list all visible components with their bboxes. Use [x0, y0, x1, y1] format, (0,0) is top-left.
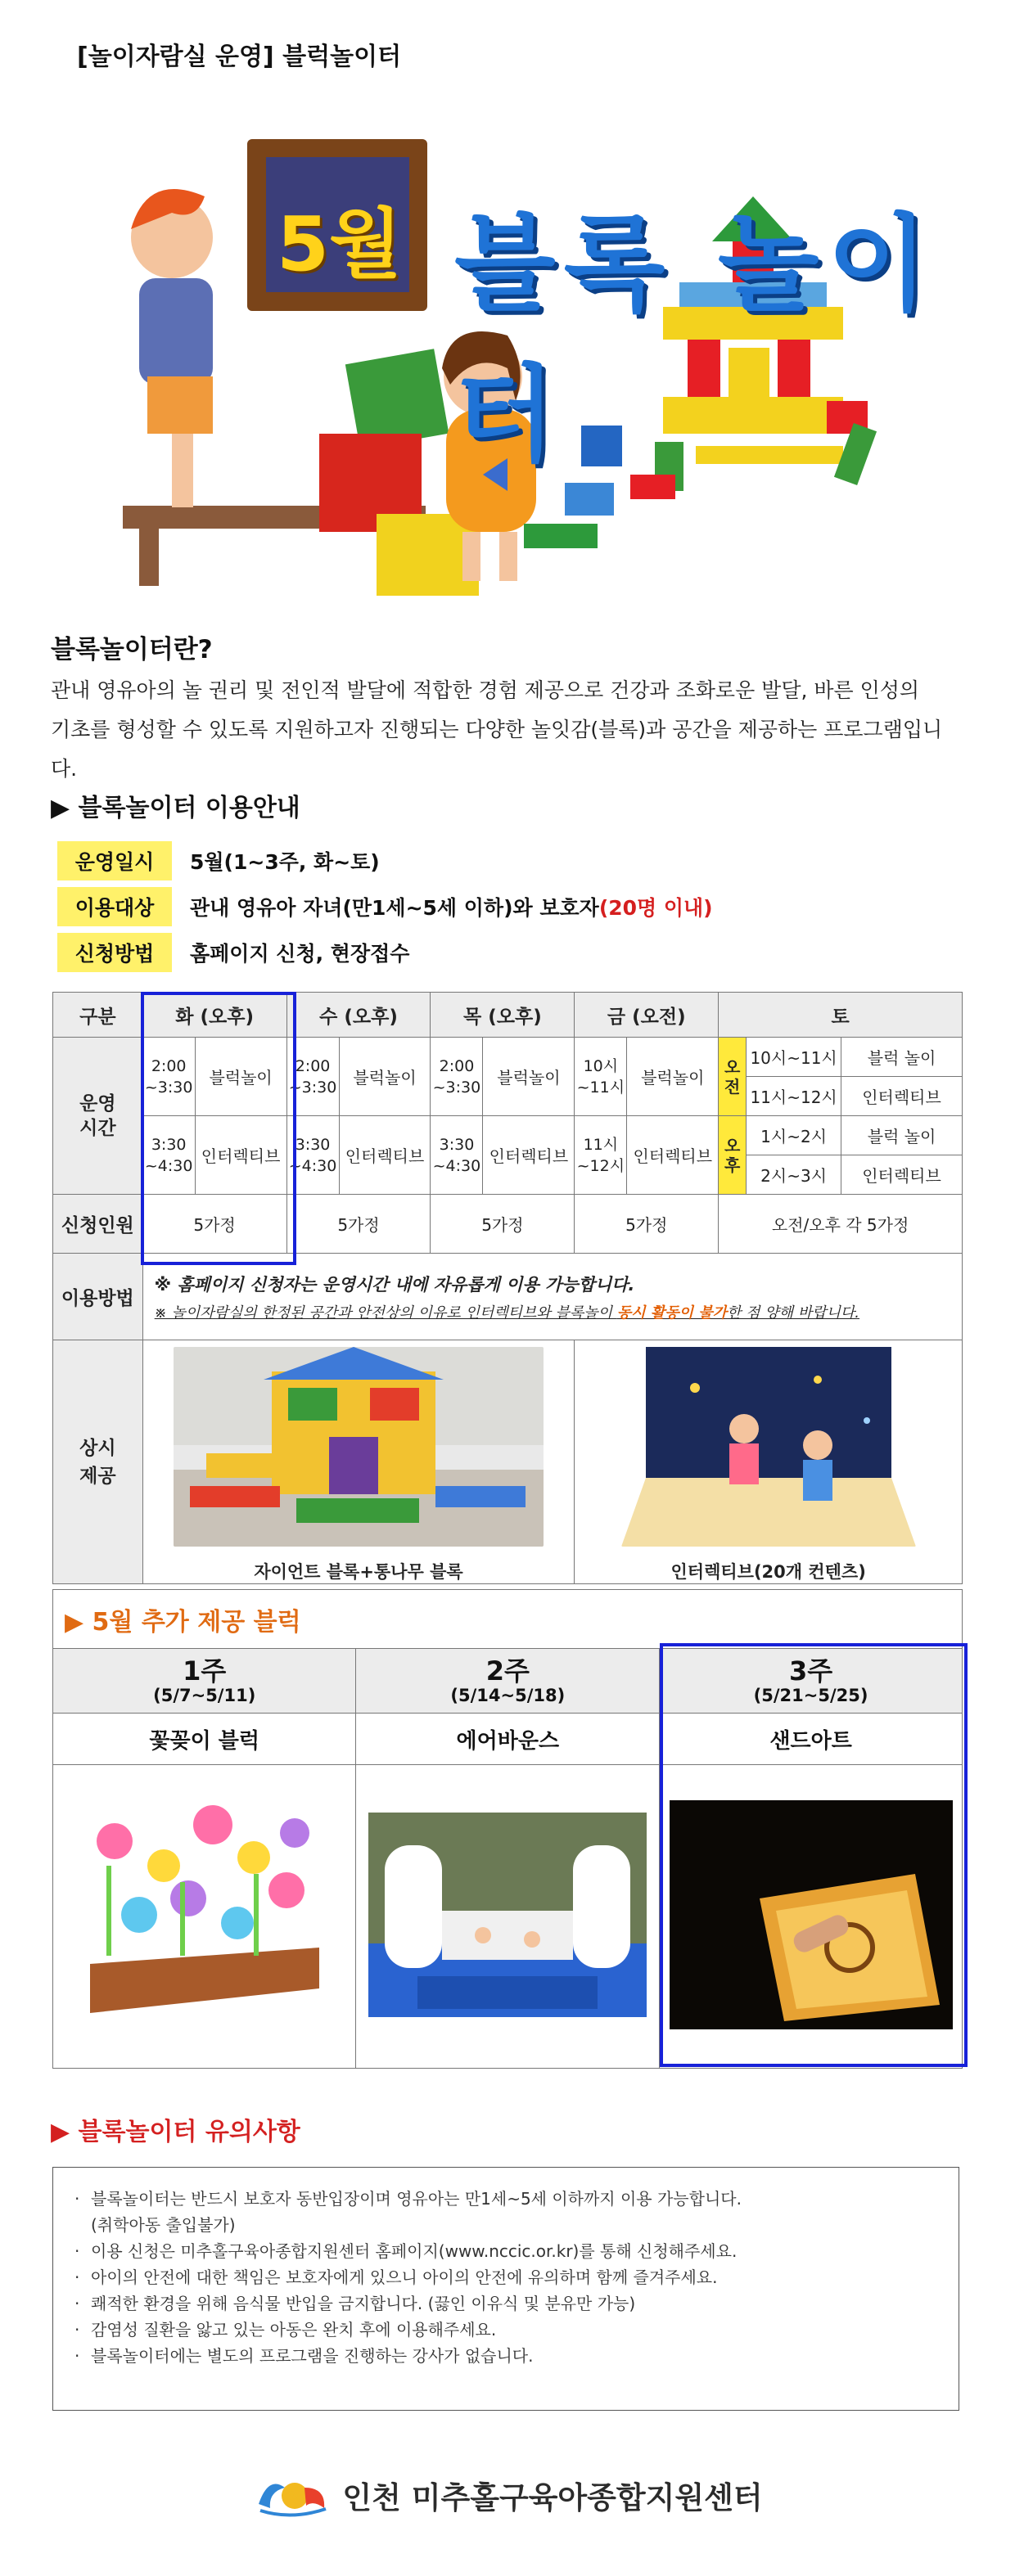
intro-text: [51, 671, 968, 789]
sat-slot-activity: 블럭 놀이: [841, 1038, 963, 1077]
week-number: 1주: [183, 1655, 227, 1687]
info-value-limit: (20명 이내): [598, 896, 713, 920]
slot-time: 3:30 ~4:30: [142, 1116, 195, 1195]
week-number: 3주: [788, 1655, 833, 1687]
added-blocks-bar: [52, 1589, 963, 1649]
day-sat: 토: [719, 993, 963, 1038]
day-thu: 목 (오후): [431, 993, 575, 1038]
added-blocks-heading: ▶ 5월 추가 제공 블럭: [65, 1608, 301, 1637]
info-value: 홈페이지 신청, 현장접수: [190, 942, 410, 966]
slot-activity: 인터렉티브: [627, 1116, 719, 1195]
center-logo-icon: [252, 2471, 331, 2519]
guide-heading: ▶ 블록놀이터 이용안내: [51, 794, 300, 822]
info-row-apply: [57, 933, 409, 972]
slot-activity: 블럭놀이: [483, 1038, 575, 1116]
sat-pm-label: 오 후: [719, 1116, 747, 1195]
slot-activity: 블럭놀이: [627, 1038, 719, 1116]
week-block-name: 에어바운스: [356, 1714, 660, 1765]
method-note-2-a: ※ 놀이자람실의 한정된 공간과 안전상의 이유로 인터렉티브와 블록놀이: [154, 1304, 617, 1322]
intro-line-1: 관내 영유아의 놀 권리 및 전인적 발달에 적합한 경험 제공으로 건강과 조화로운 발달, 바른 인성의: [51, 678, 920, 702]
info-key: 신청방법: [57, 933, 172, 972]
always-item-blocks: [142, 1340, 575, 1584]
day-fri: 금 (오전): [575, 993, 719, 1038]
slot-activity: 블럭놀이: [339, 1038, 431, 1116]
intro-line-2: 기초를 형성할 수 있도록 지원하고자 진행되는 다양한 놀잇감(블록)과 공간을 제공하는 프로그램입니다.: [51, 718, 943, 781]
footer: [0, 2471, 1015, 2519]
method-note-2: [155, 1301, 962, 1322]
row-always: 상시 제공: [53, 1340, 143, 1584]
sat-am-label: 오 전: [719, 1038, 747, 1116]
day-tue: 화 (오후): [142, 993, 286, 1038]
week-dates: (5/7~5/11): [153, 1686, 256, 1705]
sat-slot-time: 11시~12시: [747, 1077, 841, 1116]
week-photo-cell: [53, 1765, 356, 2069]
week-block-name: 꽃꽂이 블럭: [53, 1714, 356, 1765]
sat-slot-activity: 인터렉티브: [841, 1077, 963, 1116]
info-value: [190, 892, 713, 921]
highlight-box-week3: [660, 1643, 968, 2067]
method-note-2-c: 한 점 양해 바랍니다.: [727, 1304, 860, 1322]
week-2-header: [356, 1649, 660, 1714]
week-number: 2주: [485, 1655, 530, 1687]
method-notes: [142, 1254, 962, 1340]
slot-activity: 블럭놀이: [195, 1038, 286, 1116]
info-value: 5월(1~3주, 화~토): [190, 850, 380, 874]
week-block-name: 샌드아트: [660, 1714, 963, 1765]
intro-heading: 블록놀이터란?: [51, 635, 213, 664]
caution-heading: ▶ 블록놀이터 유의사항: [51, 2118, 300, 2146]
month-badge: 5월: [277, 200, 402, 288]
slot-time: 2:00 ~3:30: [142, 1038, 195, 1116]
slot-time: 3:30 ~4:30: [431, 1116, 483, 1195]
capacity-tue: 5가정: [142, 1195, 286, 1254]
info-key: 운영일시: [57, 841, 172, 880]
footer-org-name: 인천 미추홀구육아종합지원센터: [342, 2480, 763, 2515]
week-dates: (5/21~5/25): [753, 1686, 868, 1705]
slot-time: 2:00 ~3:30: [431, 1038, 483, 1116]
giant-block-house-photo: [174, 1347, 544, 1547]
day-wed: 수 (오후): [286, 993, 431, 1038]
air-bounce-photo: [368, 1813, 647, 2017]
slot-time: 2:00 ~3:30: [286, 1038, 339, 1116]
row-capacity: 신청인원: [53, 1195, 143, 1254]
week-dates: (5/14~5/18): [450, 1686, 566, 1705]
row-operation: 운영 시간: [53, 1038, 143, 1195]
capacity-thu: 5가정: [431, 1195, 575, 1254]
slot-time: 11시 ~12시: [575, 1116, 627, 1195]
info-row-period: [57, 841, 380, 880]
slot-time: 3:30 ~4:30: [286, 1116, 339, 1195]
list-item: · 감염성 질환을 앓고 있는 아동은 완치 후에 이용해주세요.: [71, 2317, 941, 2343]
hero-title: 블록 놀이터: [454, 204, 937, 476]
list-item: · 블록놀이터는 반드시 보호자 동반입장이며 영유아는 만1세~5세 이하까지 이용 가능합니다.: [71, 2186, 941, 2212]
list-item: (취학아동 출입불가): [91, 2215, 236, 2235]
interactive-space-photo: [621, 1347, 916, 1547]
sat-slot-time: 2시~3시: [747, 1155, 841, 1195]
week-1-header: [53, 1649, 356, 1714]
slot-activity: 인터렉티브: [339, 1116, 431, 1195]
slot-activity: 인터렉티브: [195, 1116, 286, 1195]
capacity-wed: 5가정: [286, 1195, 431, 1254]
row-method: 이용방법: [53, 1254, 143, 1340]
info-key: 이용대상: [57, 887, 172, 926]
slot-time: 10시 ~11시: [575, 1038, 627, 1116]
info-row-target: [57, 887, 713, 926]
caution-box: [52, 2167, 959, 2411]
slot-activity: 인터렉티브: [483, 1116, 575, 1195]
always-caption: 자이언트 블록+통나무 블록: [254, 1562, 463, 1582]
sat-slot-activity: 블럭 놀이: [841, 1116, 963, 1155]
list-item: · 이용 신청은 미추홀구육아종합지원센터 홈페이지(www.nccic.or.kr)를 통해 신청해주세요.: [71, 2238, 941, 2264]
list-item: · 쾌적한 환경을 위해 음식물 반입을 금지합니다. (끓인 이유식 및 분유만 가능): [71, 2290, 941, 2317]
flower-block-photo: [82, 1792, 327, 2038]
method-note-2-b: 동시 활동이 불가: [616, 1304, 728, 1322]
sat-slot-time: 10시~11시: [747, 1038, 841, 1077]
capacity-fri: 5가정: [575, 1195, 719, 1254]
list-item: · 블록놀이터에는 별도의 프로그램을 진행하는 강사가 없습니다.: [71, 2343, 941, 2369]
caution-list: [71, 2186, 941, 2369]
info-value-text: 관내 영유아 자녀(만1세~5세 이하)와 보호자: [190, 896, 599, 920]
sat-slot-time: 1시~2시: [747, 1116, 841, 1155]
week-photo-cell: [356, 1765, 660, 2069]
always-item-interactive: [575, 1340, 963, 1584]
col-division: 구분: [53, 993, 143, 1038]
capacity-sat: 오전/오후 각 5가정: [719, 1195, 963, 1254]
method-note-1: ※ 홈페이지 신청자는 운영시간 내에 자유롭게 이용 가능합니다.: [154, 1274, 635, 1295]
sat-slot-activity: 인터렉티브: [841, 1155, 963, 1195]
list-item: · 아이의 안전에 대한 책임은 보호자에게 있으니 아이의 안전에 유의하며 함께 즐겨주세요.: [71, 2264, 941, 2290]
highlight-box-tuesday: [141, 992, 296, 1265]
page-title: [놀이자람실 운영] 블럭놀이터: [77, 43, 402, 71]
always-caption: 인터렉티브(20개 컨텐츠): [670, 1562, 866, 1582]
